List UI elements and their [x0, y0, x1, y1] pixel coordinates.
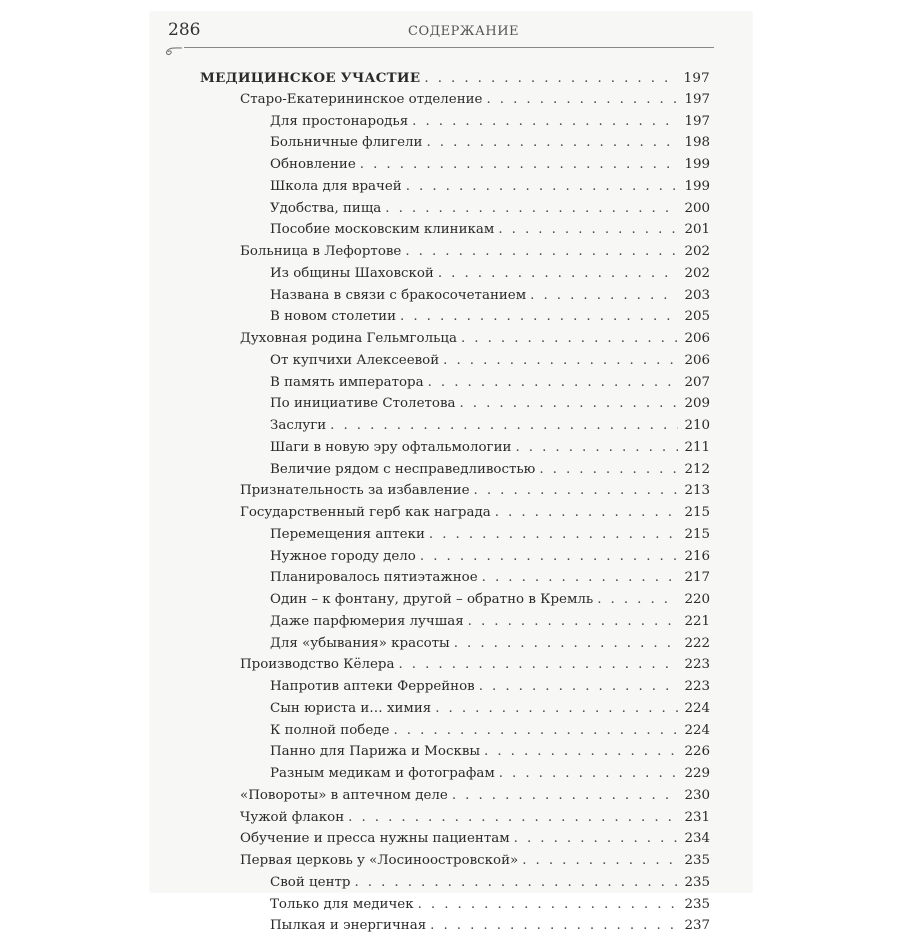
toc-entry-page: 202 [684, 244, 710, 259]
toc-entry [200, 527, 710, 549]
toc-entry [200, 418, 710, 440]
toc-leader-dots [435, 701, 678, 716]
toc-entry-page: 226 [684, 744, 710, 760]
toc-entry-page: 207 [684, 374, 710, 390]
toc-entry-page: 197 [683, 71, 710, 86]
toc-entry-title: Из общины Шаховской [270, 265, 434, 281]
toc-leader-dots [479, 679, 678, 694]
toc-entry-page: 215 [684, 505, 710, 520]
toc-leader-dots [330, 418, 678, 433]
toc-leader-dots [412, 114, 678, 129]
toc-entry-page: 197 [684, 91, 710, 107]
toc-entry [200, 288, 710, 310]
toc-entry-page: 211 [684, 439, 710, 455]
toc-leader-dots [424, 71, 678, 86]
toc-entry-title: К полной победе [270, 722, 390, 738]
toc-entry-title: МЕДИЦИНСКОЕ УЧАСТИЕ [200, 70, 421, 86]
toc-entry [200, 375, 710, 397]
toc-entry-title: Даже парфюмерия лучшая [270, 613, 464, 629]
toc-entry-title: Больничные флигели [270, 135, 423, 151]
toc-entry-title: Планировалось пятиэтажное [270, 570, 478, 586]
toc-entry [200, 309, 710, 331]
toc-entry-page: 213 [684, 483, 710, 499]
toc-entry-title: Первая церковь у «Лосиноостровской» [240, 853, 519, 868]
toc-entry [200, 92, 710, 114]
toc-leader-dots [360, 157, 678, 172]
toc-entry-page: 209 [684, 396, 710, 412]
toc-entry-title: Панно для Парижа и Москвы [270, 744, 481, 760]
toc-entry-title: Больница в Лефортове [240, 244, 402, 259]
toc-leader-dots [393, 723, 678, 738]
toc-entry [200, 353, 710, 375]
toc-entry-title: Сын юриста и… химия [270, 700, 432, 716]
toc-leader-dots [515, 440, 678, 455]
toc-entry-page: 224 [684, 700, 710, 716]
page-number: 286 [168, 20, 201, 40]
toc-leader-dots [474, 483, 678, 498]
toc-entry-page: 197 [684, 113, 710, 129]
toc-entry [200, 810, 710, 832]
toc-entry [200, 244, 710, 266]
toc-entry-page: 215 [684, 526, 710, 542]
toc-entry-page: 198 [684, 135, 710, 151]
toc-leader-dots [426, 135, 678, 150]
toc-entry [200, 483, 710, 505]
toc-entry [200, 701, 710, 723]
toc-entry-title: Школа для врачей [270, 178, 402, 194]
page-header [168, 20, 712, 46]
toc-entry [200, 853, 710, 875]
toc-leader-dots [530, 288, 678, 303]
toc-entry-page: 201 [684, 222, 710, 238]
toc-entry-page: 206 [684, 331, 710, 346]
toc-leader-dots [486, 92, 678, 107]
toc-entry [200, 614, 710, 636]
toc-entry-title: Разным медикам и фотографам [270, 766, 495, 781]
toc-entry-page: 231 [684, 809, 710, 825]
toc-entry-title: В память императора [270, 374, 424, 390]
toc-entry [200, 766, 710, 788]
toc-entry-title: Пособие московским клиникам [270, 222, 495, 238]
toc-entry [200, 549, 710, 571]
toc-entry-title: Перемещения аптеки [270, 526, 425, 542]
toc-entry-title: Нужное городу дело [270, 548, 416, 564]
toc-entry-title: Чужой флакон [240, 809, 345, 825]
toc-leader-dots [522, 853, 678, 868]
running-title: СОДЕРЖАНИЕ [408, 24, 520, 39]
toc-entry-page: 200 [684, 200, 710, 216]
toc-leader-dots [498, 222, 678, 237]
toc-leader-dots [482, 570, 678, 585]
toc-leader-dots [430, 918, 678, 933]
toc-entry [200, 831, 710, 853]
toc-leader-dots [597, 592, 678, 607]
toc-leader-dots [428, 375, 678, 390]
table-of-contents [200, 70, 710, 940]
toc-entry [200, 657, 710, 679]
toc-entry-title: Свой центр [270, 874, 351, 890]
toc-entry-page: 199 [684, 178, 710, 194]
toc-entry [200, 114, 710, 136]
toc-entry-title: Пылкая и энергичная [270, 918, 427, 934]
toc-entry [200, 744, 710, 766]
toc-entry-page: 235 [684, 853, 710, 868]
toc-leader-dots [348, 810, 678, 825]
toc-leader-dots [459, 396, 678, 411]
toc-entry [200, 222, 710, 244]
toc-entry-page: 212 [684, 461, 710, 477]
toc-entry [200, 462, 710, 484]
toc-entry-title: Государственный герб как награда [240, 505, 491, 520]
toc-entry [200, 179, 710, 201]
toc-leader-dots [461, 331, 678, 346]
toc-entry [200, 440, 710, 462]
toc-entry-title: Только для медичек [270, 896, 414, 912]
toc-entry-page: 234 [684, 831, 710, 847]
toc-entry-page: 235 [684, 874, 710, 890]
toc-entry [200, 918, 710, 940]
toc-entry-title: От купчихи Алексеевой [270, 352, 440, 368]
toc-leader-dots [354, 875, 678, 890]
toc-entry-title: Для простонародья [270, 113, 409, 129]
toc-entry-page: 217 [684, 570, 710, 586]
toc-entry-page: 224 [684, 722, 710, 738]
toc-entry-title: Названа в связи с бракосочетанием [270, 287, 527, 303]
toc-entry [200, 875, 710, 897]
toc-entry-page: 203 [684, 287, 710, 303]
toc-entry [200, 331, 710, 353]
toc-entry [200, 266, 710, 288]
ornament-curl-icon [162, 38, 184, 58]
toc-entry [200, 679, 710, 701]
toc-leader-dots [405, 244, 678, 259]
toc-entry [200, 723, 710, 745]
toc-leader-dots [495, 505, 678, 520]
toc-leader-dots [385, 201, 678, 216]
toc-entry-title: Производство Кёлера [240, 657, 395, 673]
toc-entry-page: 220 [684, 592, 710, 607]
toc-leader-dots [429, 527, 678, 542]
toc-leader-dots [499, 766, 678, 781]
toc-leader-dots [514, 831, 678, 846]
toc-entry-title: Напротив аптеки Феррейнов [270, 679, 475, 694]
toc-entry-page: 202 [684, 265, 710, 281]
toc-leader-dots [443, 353, 678, 368]
toc-entry [200, 505, 710, 527]
toc-entry [200, 70, 710, 92]
toc-entry-title: Заслуги [270, 418, 327, 433]
toc-leader-dots [468, 614, 678, 629]
toc-entry-page: 221 [684, 613, 710, 629]
toc-leader-dots [539, 462, 678, 477]
toc-leader-dots [484, 744, 678, 759]
toc-entry-page: 210 [684, 418, 710, 433]
toc-entry-title: Признательность за избавление [240, 483, 470, 499]
toc-entry [200, 570, 710, 592]
toc-entry [200, 157, 710, 179]
toc-entry-page: 216 [684, 548, 710, 564]
toc-entry-page: 199 [684, 157, 710, 172]
toc-leader-dots [454, 636, 678, 651]
toc-entry [200, 636, 710, 658]
toc-entry [200, 897, 710, 919]
toc-entry-page: 229 [684, 766, 710, 781]
toc-entry-page: 222 [684, 635, 710, 651]
toc-leader-dots [398, 657, 678, 672]
toc-entry-page: 235 [684, 896, 710, 912]
toc-entry-title: Величие рядом с несправедливостью [270, 461, 536, 477]
toc-entry-page: 205 [684, 309, 710, 325]
toc-entry-page: 237 [684, 918, 710, 934]
toc-entry-page: 230 [684, 787, 710, 803]
toc-entry [200, 592, 710, 614]
toc-leader-dots [400, 309, 678, 324]
toc-entry-title: Удобства, пища [270, 200, 382, 216]
toc-entry-title: Духовная родина Гельмгольца [240, 331, 457, 346]
toc-leader-dots [452, 788, 678, 803]
toc-entry-title: Старо-Екатерининское отделение [240, 91, 483, 107]
toc-entry-page: 206 [684, 352, 710, 368]
toc-entry-title: Шаги в новую эру офтальмологии [270, 439, 512, 455]
toc-entry-page: 223 [684, 679, 710, 694]
toc-leader-dots [418, 897, 678, 912]
toc-leader-dots [406, 179, 678, 194]
toc-entry-title: «Повороты» в аптечном деле [240, 787, 448, 803]
toc-entry-title: Для «убывания» красоты [270, 635, 450, 651]
toc-leader-dots [420, 549, 678, 564]
toc-entry-title: По инициативе Столетова [270, 396, 456, 412]
toc-entry-title: Один – к фонтану, другой – обратно в Кремль [270, 592, 594, 607]
toc-leader-dots [438, 266, 678, 281]
toc-entry [200, 135, 710, 157]
header-rule [184, 47, 714, 48]
toc-entry-page: 223 [684, 657, 710, 673]
toc-entry-title: В новом столетии [270, 309, 397, 325]
toc-entry [200, 788, 710, 810]
toc-entry [200, 201, 710, 223]
toc-entry-title: Обновление [270, 157, 356, 172]
toc-entry-title: Обучение и пресса нужны пациентам [240, 831, 510, 847]
toc-entry [200, 396, 710, 418]
